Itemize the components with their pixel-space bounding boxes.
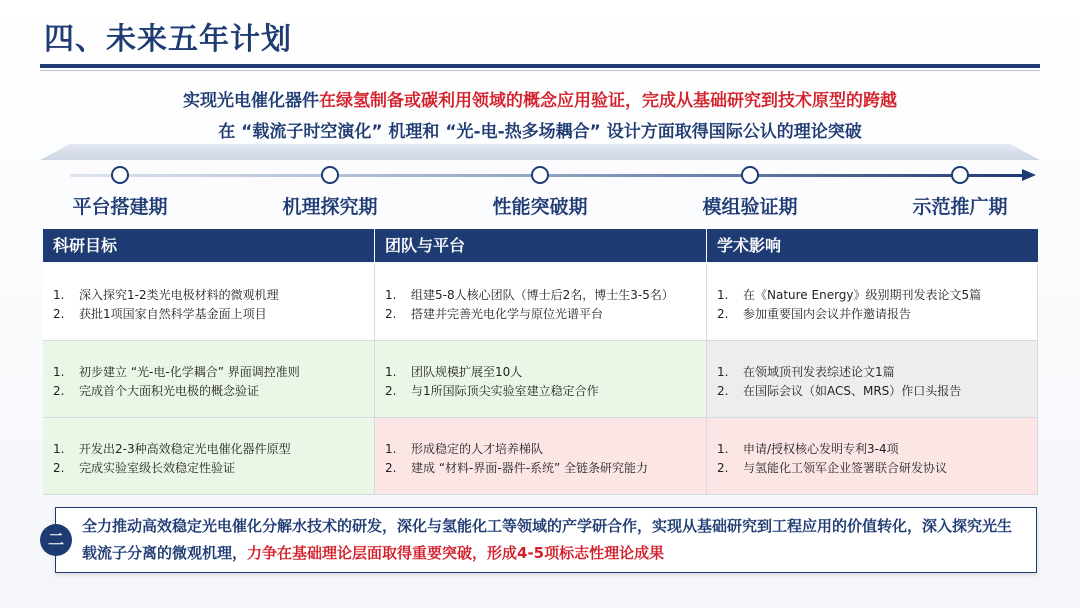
table-cell [375, 418, 707, 495]
cell-item: 在国际会议（如ACS、MRS）作口头报告 [743, 384, 962, 398]
summary-text: 全力推动高效稳定光电催化分解水技术的研发，深化与氢能化工等领域的产学研合作，实现从基础研究到工程应用的价值转化，深入探究光生载流子分离的微观机理， [82, 517, 1013, 562]
cell-item: 与1所国际顶尖实验室建立稳定合作 [411, 384, 599, 398]
item-number: 2. [53, 384, 65, 398]
table-cell [707, 264, 1038, 341]
item-number: 2. [385, 461, 397, 475]
timeline-node-5 [951, 166, 969, 184]
cell-item: 参加重要国内会议并作邀请报告 [743, 307, 912, 321]
item-number: 2. [53, 307, 65, 321]
table-header-row [43, 229, 1038, 262]
header-research-goals: 科研目标 [43, 229, 375, 262]
phase-label-5: 示范推广期 [912, 196, 1008, 218]
cell-item: 组建5-8人核心团队（博士后2名，博士生3-5名） [411, 288, 674, 302]
section-badge: 二 [40, 524, 72, 556]
table-cell [707, 341, 1038, 418]
table-cell [43, 341, 375, 418]
item-number: 1. [53, 442, 65, 456]
title-rule [40, 64, 1040, 68]
cell-item: 开发出2-3种高效稳定光电催化器件原型 [79, 442, 291, 456]
timeline-node-4 [741, 166, 759, 184]
headline-line-1-emphasis: 在绿氢制备或碳利用领域的概念应用验证，完成从基础研究到技术原型的跨越 [319, 91, 897, 111]
item-number: 1. [385, 442, 397, 456]
table-cell [375, 264, 707, 341]
cell-item: 获批1项国家自然科学基金面上项目 [79, 307, 267, 321]
item-number: 2. [53, 461, 65, 475]
item-number: 1. [385, 288, 397, 302]
phase-label-4: 模组验证期 [702, 196, 798, 218]
headline-ribbon [40, 144, 1040, 160]
cell-item: 团队规模扩展至10人 [411, 365, 523, 379]
table-cell [43, 418, 375, 495]
timeline-arrow-icon [1022, 169, 1036, 181]
summary-box [55, 507, 1037, 573]
phase-label-1: 平台搭建期 [72, 196, 168, 218]
cell-item: 初步建立 “光-电-化学耦合” 界面调控准则 [79, 365, 300, 379]
headline-line-2: 在 “载流子时空演化” 机理和 “光-电-热多场耦合” 设计方面取得国际公认的理论突破 [218, 122, 862, 142]
header-team-platform: 团队与平台 [375, 229, 707, 262]
item-number: 2. [385, 307, 397, 321]
table-cell [707, 418, 1038, 495]
timeline-node-3 [531, 166, 549, 184]
summary-emphasis: 力争在基础理论层面取得重要突破，形成4-5项标志性理论成果 [247, 544, 665, 562]
item-number: 1. [717, 442, 729, 456]
cell-item: 建成 “材料-界面-器件-系统” 全链条研究能力 [411, 461, 649, 475]
cell-item: 完成首个大面积光电极的概念验证 [79, 384, 260, 398]
header-academic-impact: 学术影响 [717, 236, 782, 255]
title-rule-thin [40, 70, 1040, 71]
phase-label-2: 机理探究期 [282, 196, 378, 218]
plan-table [43, 229, 1038, 495]
cell-item: 搭建并完善光电化学与原位光谱平台 [411, 307, 604, 321]
cell-item: 申请/授权核心发明专利3-4项 [743, 442, 899, 456]
item-number: 2. [717, 384, 729, 398]
item-number: 1. [53, 288, 65, 302]
page-title: 四、未来五年计划 [44, 22, 292, 57]
item-number: 2. [385, 384, 397, 398]
cell-item: 完成实验室级长效稳定性验证 [79, 461, 236, 475]
headline-line-1 [40, 86, 1040, 111]
item-number: 2. [717, 461, 729, 475]
timeline-node-1 [111, 166, 129, 184]
cell-item: 在领域顶刊发表综述论文1篇 [743, 365, 895, 379]
cell-item: 形成稳定的人才培养梯队 [411, 442, 544, 456]
table-cell [375, 341, 707, 418]
phase-label-3: 性能突破期 [492, 196, 588, 218]
item-number: 2. [717, 307, 729, 321]
table-cell [43, 264, 375, 341]
cell-item: 在《Nature Energy》级别期刊发表论文5篇 [743, 288, 982, 302]
item-number: 1. [385, 365, 397, 379]
item-number: 1. [717, 288, 729, 302]
item-number: 1. [53, 365, 65, 379]
timeline-node-2 [321, 166, 339, 184]
headline-line-1-lead: 实现光电催化器件 [183, 91, 319, 111]
cell-item: 深入探究1-2类光电极材料的微观机理 [79, 288, 279, 302]
cell-item: 与氢能化工领军企业签署联合研发协议 [743, 461, 948, 475]
item-number: 1. [717, 365, 729, 379]
